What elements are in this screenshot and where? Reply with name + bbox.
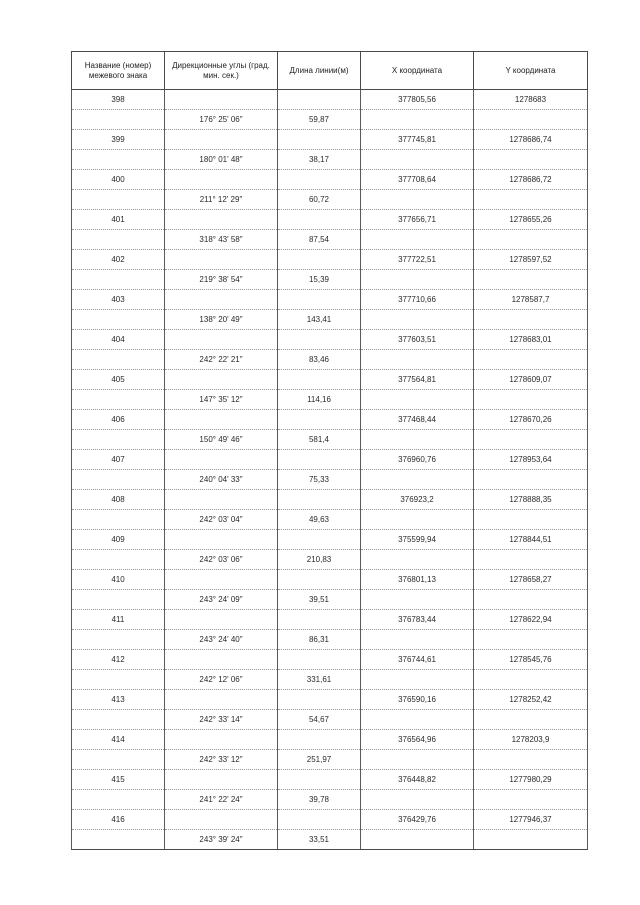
cell-line-length [278,250,361,270]
cell-directional-angle: 211° 12' 29" [165,190,278,210]
table-row [72,310,588,330]
table-row [72,710,588,730]
cell-mark-name: 398 [72,90,165,110]
cell-y-coordinate [474,590,588,610]
cell-mark-name: 409 [72,530,165,550]
cell-x-coordinate [361,710,474,730]
cell-line-length: 581,4 [278,430,361,450]
cell-line-length [278,730,361,750]
header-x-coordinate: X координата [361,52,474,90]
cell-mark-name [72,110,165,130]
cell-y-coordinate: 1278888,35 [474,490,588,510]
cell-x-coordinate: 376801,13 [361,570,474,590]
cell-x-coordinate [361,790,474,810]
boundary-coordinates-table [71,51,588,850]
table-row [72,330,588,350]
table-row [72,210,588,230]
cell-mark-name [72,310,165,330]
cell-y-coordinate [474,310,588,330]
table-row [72,150,588,170]
cell-y-coordinate: 1278597,52 [474,250,588,270]
table-row [72,230,588,250]
cell-line-length: 86,31 [278,630,361,650]
cell-line-length: 143,41 [278,310,361,330]
cell-directional-angle: 180° 01' 48" [165,150,278,170]
cell-x-coordinate [361,590,474,610]
cell-line-length [278,130,361,150]
cell-mark-name [72,430,165,450]
cell-mark-name [72,630,165,650]
cell-line-length [278,410,361,430]
cell-x-coordinate: 377656,71 [361,210,474,230]
cell-line-length: 331,61 [278,670,361,690]
table-row [72,350,588,370]
cell-x-coordinate [361,310,474,330]
cell-x-coordinate: 376590,16 [361,690,474,710]
cell-mark-name [72,230,165,250]
cell-line-length: 38,17 [278,150,361,170]
cell-x-coordinate [361,750,474,770]
cell-line-length: 210,83 [278,550,361,570]
cell-mark-name [72,470,165,490]
table-row [72,190,588,210]
cell-line-length [278,770,361,790]
cell-x-coordinate [361,430,474,450]
table-row [72,450,588,470]
cell-y-coordinate [474,270,588,290]
cell-x-coordinate: 377468,44 [361,410,474,430]
table-row [72,390,588,410]
cell-directional-angle [165,450,278,470]
table-row [72,630,588,650]
cell-mark-name [72,790,165,810]
table-row [72,770,588,790]
cell-directional-angle [165,570,278,590]
cell-mark-name [72,150,165,170]
table-row [72,110,588,130]
table-header-row [72,52,588,90]
header-y-coordinate: Y координата [474,52,588,90]
cell-line-length: 60,72 [278,190,361,210]
table-body [72,90,588,850]
table-row [72,550,588,570]
cell-mark-name: 416 [72,810,165,830]
table-row [72,570,588,590]
cell-mark-name [72,550,165,570]
cell-mark-name [72,590,165,610]
table-row [72,810,588,830]
cell-mark-name [72,270,165,290]
cell-mark-name: 411 [72,610,165,630]
cell-y-coordinate: 1278587,7 [474,290,588,310]
cell-y-coordinate: 1278658,27 [474,570,588,590]
cell-line-length: 49,63 [278,510,361,530]
cell-x-coordinate: 377722,51 [361,250,474,270]
cell-x-coordinate: 376564,96 [361,730,474,750]
cell-directional-angle: 243° 24' 40" [165,630,278,650]
cell-line-length [278,530,361,550]
table-row [72,410,588,430]
cell-directional-angle: 138° 20' 49" [165,310,278,330]
table-row [72,510,588,530]
cell-x-coordinate: 376429,76 [361,810,474,830]
cell-y-coordinate: 1278844,51 [474,530,588,550]
cell-y-coordinate [474,710,588,730]
header-directional-angle: Дирекционные углы (град. мин. сек.) [165,52,278,90]
cell-mark-name: 413 [72,690,165,710]
cell-directional-angle [165,210,278,230]
cell-y-coordinate: 1278252,42 [474,690,588,710]
cell-directional-angle: 242° 12' 06" [165,670,278,690]
table-row [72,170,588,190]
cell-y-coordinate: 1278683 [474,90,588,110]
cell-x-coordinate [361,110,474,130]
cell-mark-name: 408 [72,490,165,510]
cell-mark-name: 399 [72,130,165,150]
cell-directional-angle [165,730,278,750]
cell-mark-name [72,750,165,770]
cell-directional-angle [165,810,278,830]
table-row [72,750,588,770]
table-row [72,470,588,490]
cell-directional-angle: 242° 33' 14" [165,710,278,730]
cell-x-coordinate: 376783,44 [361,610,474,630]
cell-mark-name: 410 [72,570,165,590]
table-row [72,270,588,290]
cell-line-length [278,210,361,230]
cell-y-coordinate: 1278545,76 [474,650,588,670]
cell-mark-name: 405 [72,370,165,390]
cell-mark-name: 406 [72,410,165,430]
cell-x-coordinate: 377603,51 [361,330,474,350]
cell-y-coordinate [474,550,588,570]
cell-directional-angle: 242° 33' 12" [165,750,278,770]
cell-y-coordinate [474,830,588,850]
cell-directional-angle [165,90,278,110]
cell-line-length [278,810,361,830]
cell-mark-name: 404 [72,330,165,350]
cell-y-coordinate [474,230,588,250]
cell-line-length [278,690,361,710]
cell-line-length [278,330,361,350]
cell-line-length: 87,54 [278,230,361,250]
cell-directional-angle [165,130,278,150]
header-boundary-mark-name: Название (номер) межевого знака [72,52,165,90]
cell-line-length [278,570,361,590]
cell-y-coordinate: 1278622,94 [474,610,588,630]
cell-y-coordinate [474,390,588,410]
cell-line-length: 114,16 [278,390,361,410]
cell-directional-angle [165,530,278,550]
cell-x-coordinate [361,670,474,690]
cell-mark-name [72,190,165,210]
cell-line-length: 83,46 [278,350,361,370]
table-row [72,250,588,270]
cell-line-length [278,370,361,390]
cell-directional-angle: 147° 35' 12" [165,390,278,410]
table-row [72,590,588,610]
cell-line-length: 15,39 [278,270,361,290]
cell-line-length: 251,97 [278,750,361,770]
cell-directional-angle [165,170,278,190]
cell-directional-angle [165,290,278,310]
table-row [72,370,588,390]
table-row [72,290,588,310]
cell-directional-angle: 243° 24' 09" [165,590,278,610]
cell-directional-angle [165,610,278,630]
cell-x-coordinate [361,270,474,290]
cell-y-coordinate [474,750,588,770]
cell-y-coordinate: 1278686,72 [474,170,588,190]
cell-x-coordinate: 376448,82 [361,770,474,790]
cell-y-coordinate [474,350,588,370]
cell-mark-name: 400 [72,170,165,190]
cell-directional-angle [165,250,278,270]
cell-directional-angle: 242° 03' 04" [165,510,278,530]
cell-x-coordinate [361,830,474,850]
cell-directional-angle: 176° 25' 06" [165,110,278,130]
cell-y-coordinate: 1277980,29 [474,770,588,790]
cell-directional-angle: 150° 49' 46" [165,430,278,450]
cell-mark-name: 403 [72,290,165,310]
cell-y-coordinate: 1278953,64 [474,450,588,470]
table-row [72,730,588,750]
cell-mark-name: 401 [72,210,165,230]
cell-line-length: 33,51 [278,830,361,850]
cell-line-length [278,450,361,470]
cell-y-coordinate [474,150,588,170]
table-row [72,670,588,690]
cell-directional-angle: 241° 22' 24" [165,790,278,810]
cell-mark-name: 402 [72,250,165,270]
cell-directional-angle: 240° 04' 33" [165,470,278,490]
cell-y-coordinate: 1278655,26 [474,210,588,230]
cell-x-coordinate [361,550,474,570]
cell-directional-angle [165,370,278,390]
cell-x-coordinate: 377708,64 [361,170,474,190]
cell-y-coordinate [474,510,588,530]
cell-directional-angle [165,690,278,710]
cell-y-coordinate [474,670,588,690]
cell-y-coordinate [474,430,588,450]
cell-y-coordinate [474,790,588,810]
cell-x-coordinate [361,470,474,490]
cell-directional-angle: 219° 38' 54" [165,270,278,290]
cell-x-coordinate [361,390,474,410]
cell-x-coordinate: 377745,81 [361,130,474,150]
cell-directional-angle [165,410,278,430]
cell-y-coordinate: 1278686,74 [474,130,588,150]
cell-directional-angle: 242° 22' 21" [165,350,278,370]
cell-line-length: 59,87 [278,110,361,130]
table-row [72,430,588,450]
cell-y-coordinate: 1278670,26 [474,410,588,430]
cell-x-coordinate: 376744,61 [361,650,474,670]
cell-line-length [278,650,361,670]
cell-mark-name [72,830,165,850]
cell-line-length [278,290,361,310]
cell-x-coordinate: 377564,81 [361,370,474,390]
cell-line-length: 39,78 [278,790,361,810]
cell-mark-name [72,390,165,410]
table-row [72,90,588,110]
cell-mark-name [72,670,165,690]
cell-directional-angle: 242° 03' 06" [165,550,278,570]
cell-y-coordinate: 1277946,37 [474,810,588,830]
cell-line-length [278,490,361,510]
cell-y-coordinate: 1278609,07 [474,370,588,390]
cell-x-coordinate [361,190,474,210]
cell-y-coordinate [474,470,588,490]
table-row [72,650,588,670]
cell-mark-name: 412 [72,650,165,670]
cell-directional-angle: 243° 39' 24" [165,830,278,850]
header-line-length: Длина линии(м) [278,52,361,90]
cell-mark-name: 414 [72,730,165,750]
cell-x-coordinate: 376923,2 [361,490,474,510]
cell-x-coordinate [361,150,474,170]
cell-x-coordinate [361,630,474,650]
table-row [72,690,588,710]
cell-x-coordinate: 377710,66 [361,290,474,310]
cell-y-coordinate: 1278203,9 [474,730,588,750]
cell-x-coordinate: 377805,56 [361,90,474,110]
table-row [72,530,588,550]
cell-x-coordinate: 375599,94 [361,530,474,550]
table-row [72,610,588,630]
cell-directional-angle [165,490,278,510]
cell-directional-angle: 318° 43' 58" [165,230,278,250]
cell-x-coordinate [361,510,474,530]
cell-directional-angle [165,770,278,790]
cell-mark-name: 407 [72,450,165,470]
cell-y-coordinate: 1278683,01 [474,330,588,350]
cell-y-coordinate [474,630,588,650]
table-row [72,130,588,150]
cell-y-coordinate [474,190,588,210]
cell-line-length: 39,51 [278,590,361,610]
cell-directional-angle [165,650,278,670]
cell-mark-name [72,710,165,730]
cell-directional-angle [165,330,278,350]
cell-x-coordinate [361,350,474,370]
cell-mark-name: 415 [72,770,165,790]
cell-x-coordinate: 376960,76 [361,450,474,470]
cell-y-coordinate [474,110,588,130]
table-row [72,790,588,810]
cell-line-length [278,90,361,110]
cell-line-length [278,170,361,190]
table-row [72,490,588,510]
cell-mark-name [72,510,165,530]
cell-line-length: 54,67 [278,710,361,730]
cell-line-length: 75,33 [278,470,361,490]
cell-line-length [278,610,361,630]
table-row [72,830,588,850]
cell-x-coordinate [361,230,474,250]
cell-mark-name [72,350,165,370]
